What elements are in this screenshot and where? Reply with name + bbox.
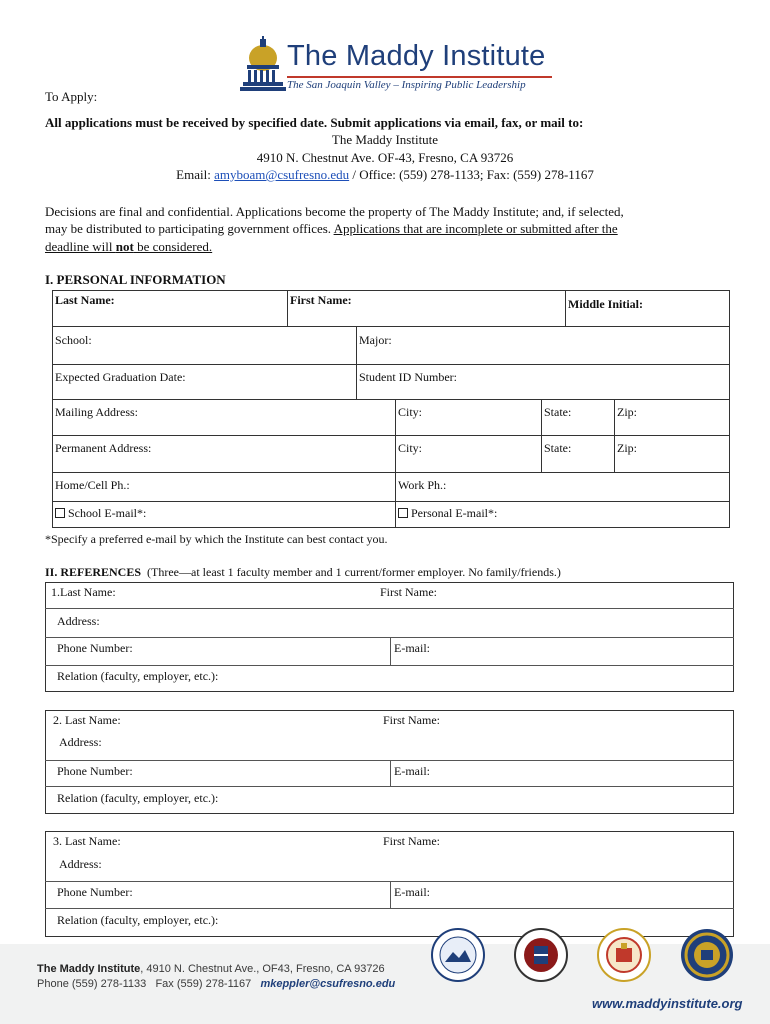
notice-line-1: Decisions are final and confidential. Applications become the property of The Maddy Institute; and, if selected, — [45, 204, 624, 219]
ref-1-relation[interactable]: Relation (faculty, employer, etc.): — [57, 669, 219, 683]
references-header — [45, 565, 561, 580]
phone-fax: / Office: (559) 278-1133; Fax: (559) 278-1167 — [349, 167, 594, 182]
notice-line-3a: deadline will — [45, 239, 116, 254]
ref-2-address[interactable]: Address: — [59, 735, 102, 749]
footer-org: The Maddy Institute — [37, 963, 141, 975]
address-street: 4910 N. Chestnut Ave. OF-43, Fresno, CA 93726 — [256, 150, 514, 165]
work-phone-field[interactable]: Work Ph.: — [395, 472, 730, 502]
school-email-checkbox[interactable] — [55, 508, 65, 518]
ref-1-phone[interactable]: Phone Number: — [57, 641, 133, 655]
contact-line — [0, 167, 770, 183]
school-email-field[interactable]: School E-mail*: — [52, 501, 396, 528]
permanent-address-field[interactable]: Permanent Address: — [52, 435, 396, 473]
home-phone-field[interactable]: Home/Cell Ph.: — [52, 472, 396, 502]
first-name-field[interactable]: First Name: — [287, 290, 566, 327]
email-footnote: *Specify a preferred e-mail by which the Institute can best contact you. — [45, 532, 388, 546]
mailing-address-field[interactable]: Mailing Address: — [52, 399, 396, 436]
mailing-zip-field[interactable]: Zip: — [614, 399, 730, 436]
address-name: The Maddy Institute — [331, 132, 439, 147]
mailing-city-field[interactable]: City: — [395, 399, 542, 436]
footer-address-line — [37, 963, 385, 975]
footer-contact-line — [37, 978, 395, 990]
permanent-zip-field[interactable]: Zip: — [614, 435, 730, 473]
permanent-city-field[interactable]: City: — [395, 435, 542, 473]
footer-fax: Fax (559) 278-1167 — [155, 978, 252, 990]
ref-1-first-name[interactable]: First Name: — [380, 585, 437, 599]
notice-line-3 — [45, 239, 212, 255]
ref-1-last-name[interactable]: 1.Last Name: — [51, 585, 116, 599]
ref-2-last-name[interactable]: 2. Last Name: — [53, 713, 121, 727]
permanent-state-field[interactable]: State: — [541, 435, 615, 473]
ref-3-relation[interactable]: Relation (faculty, employer, etc.): — [57, 913, 219, 927]
personal-heading: I. PERSONAL INFORMATION — [45, 272, 226, 287]
state-seal-icon — [431, 928, 485, 982]
ref-2-first-name[interactable]: First Name: — [383, 713, 440, 727]
references-note: (Three—at least 1 faculty member and 1 current/former employer. No family/friends.) — [147, 565, 561, 579]
email-prefix: Email: — [176, 167, 215, 182]
logo-subtitle: The San Joaquin Valley – Inspiring Public Leadership — [287, 79, 526, 91]
grad-date-field[interactable]: Expected Graduation Date: — [52, 364, 357, 400]
capitol-dome-icon — [240, 36, 286, 96]
ref-3-email[interactable]: E-mail: — [394, 885, 430, 899]
personal-email-checkbox[interactable] — [398, 508, 408, 518]
ref-1-email[interactable]: E-mail: — [394, 641, 430, 655]
ref-2-relation[interactable]: Relation (faculty, employer, etc.): — [57, 791, 219, 805]
footer-email[interactable]: mkeppler@csufresno.edu — [260, 978, 396, 990]
uc-seal-icon — [680, 928, 734, 982]
personal-email-field[interactable]: Personal E-mail*: — [395, 501, 730, 528]
last-name-field[interactable]: Last Name: — [52, 290, 288, 327]
footer-address: , 4910 N. Chestnut Ave., OF43, Fresno, CA 93726 — [140, 963, 385, 975]
logo-title: The Maddy Institute — [287, 40, 546, 72]
logo-divider — [287, 76, 552, 78]
major-field[interactable]: Major: — [356, 326, 730, 365]
college-seal-icon — [597, 928, 651, 982]
ref-3-phone[interactable]: Phone Number: — [57, 885, 133, 899]
footer-phone: Phone (559) 278-1133 — [37, 978, 147, 990]
ref-3-first-name[interactable]: First Name: — [383, 834, 440, 848]
ref-3-address[interactable]: Address: — [59, 857, 102, 871]
notice-line-2b: Applications that are incomplete or submitted after the — [333, 221, 618, 236]
notice-line-3c: be considered. — [133, 239, 213, 254]
email-link[interactable]: amyboam@csufresno.edu — [214, 167, 350, 182]
to-apply-label: To Apply: — [45, 89, 98, 104]
references-heading: II. REFERENCES — [45, 565, 142, 579]
ref-2-email[interactable]: E-mail: — [394, 764, 430, 778]
footer-url[interactable]: www.maddyinstitute.org — [592, 996, 743, 1011]
ref-3-last-name[interactable]: 3. Last Name: — [53, 834, 121, 848]
university-seal-icon — [514, 928, 568, 982]
instructions: All applications must be received by specified date. Submit applications via email, fax, or mail to: — [45, 115, 584, 130]
middle-initial-field[interactable]: Middle Initial: — [565, 290, 730, 327]
notice-line-2a: may be distributed to participating government offices. — [45, 221, 334, 236]
ref-1-address[interactable]: Address: — [57, 614, 100, 628]
school-field[interactable]: School: — [52, 326, 357, 365]
ref-2-phone[interactable]: Phone Number: — [57, 764, 133, 778]
student-id-field[interactable]: Student ID Number: — [356, 364, 730, 400]
mailing-state-field[interactable]: State: — [541, 399, 615, 436]
notice-line-2 — [45, 221, 618, 237]
notice-line-3b: not — [115, 239, 134, 254]
